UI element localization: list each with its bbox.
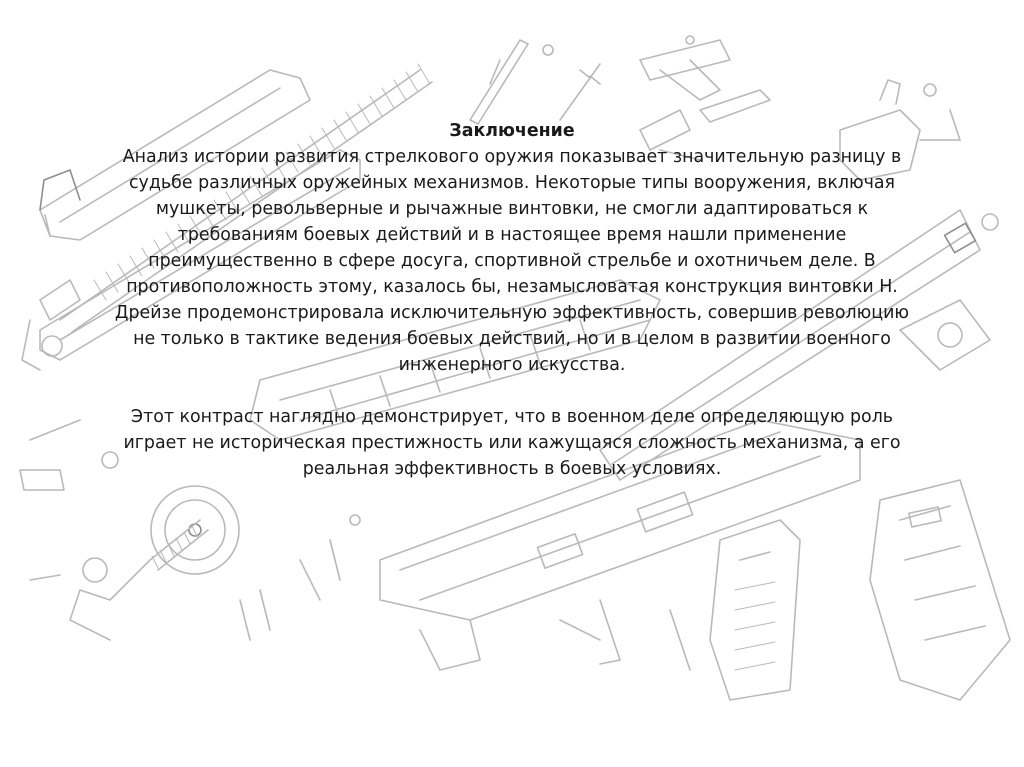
slide-title: Заключение [449,121,575,141]
rear-sight-wheel-drawing [70,486,239,640]
paragraph-gap [96,378,928,404]
text-line: преимущественно в сфере досуга, спортивной стрельбе и охотничьем деле. В [148,251,876,271]
text-line: Дрейзе продемонстрировала исключительную эффективность, совершив революцию [114,303,910,323]
small-spring-drawing [150,520,208,570]
text-line: Анализ истории развития стрелкового оружия показывает значительную разницу в [122,147,902,167]
text-line: противоположность этому, казалось бы, незамысловатая конструкция винтовки Н. [126,277,898,297]
text-line: инженерного искусства. [398,355,626,375]
paragraph-contrast [96,404,928,482]
paragraph-analysis [96,144,928,378]
text-line: судьбе различных оружейных механизмов. Некоторые типы вооружения, включая [128,173,895,193]
text-line: не только в тактике ведения боевых действий, но и в целом в развитии военного [133,329,891,349]
text-line: требованиям боевых действий и в настоящее время нашли применение [177,225,847,245]
conclusion-text-block [96,118,928,482]
text-line: реальная эффективность в боевых условиях. [302,459,722,479]
text-line: мушкеты, револьверные и рычажные винтовки, не смогли адаптироваться к [155,199,869,219]
text-line: Этот контраст наглядно демонстрирует, что в военном деле определяющую роль [130,407,894,427]
cleaning-rod-drawing [470,40,600,124]
pistol-grip-drawing [710,520,800,700]
magazine-drawing [870,480,1010,700]
text-line: играет не историческая престижность или кажущаяся сложность механизма, а его [123,433,901,453]
